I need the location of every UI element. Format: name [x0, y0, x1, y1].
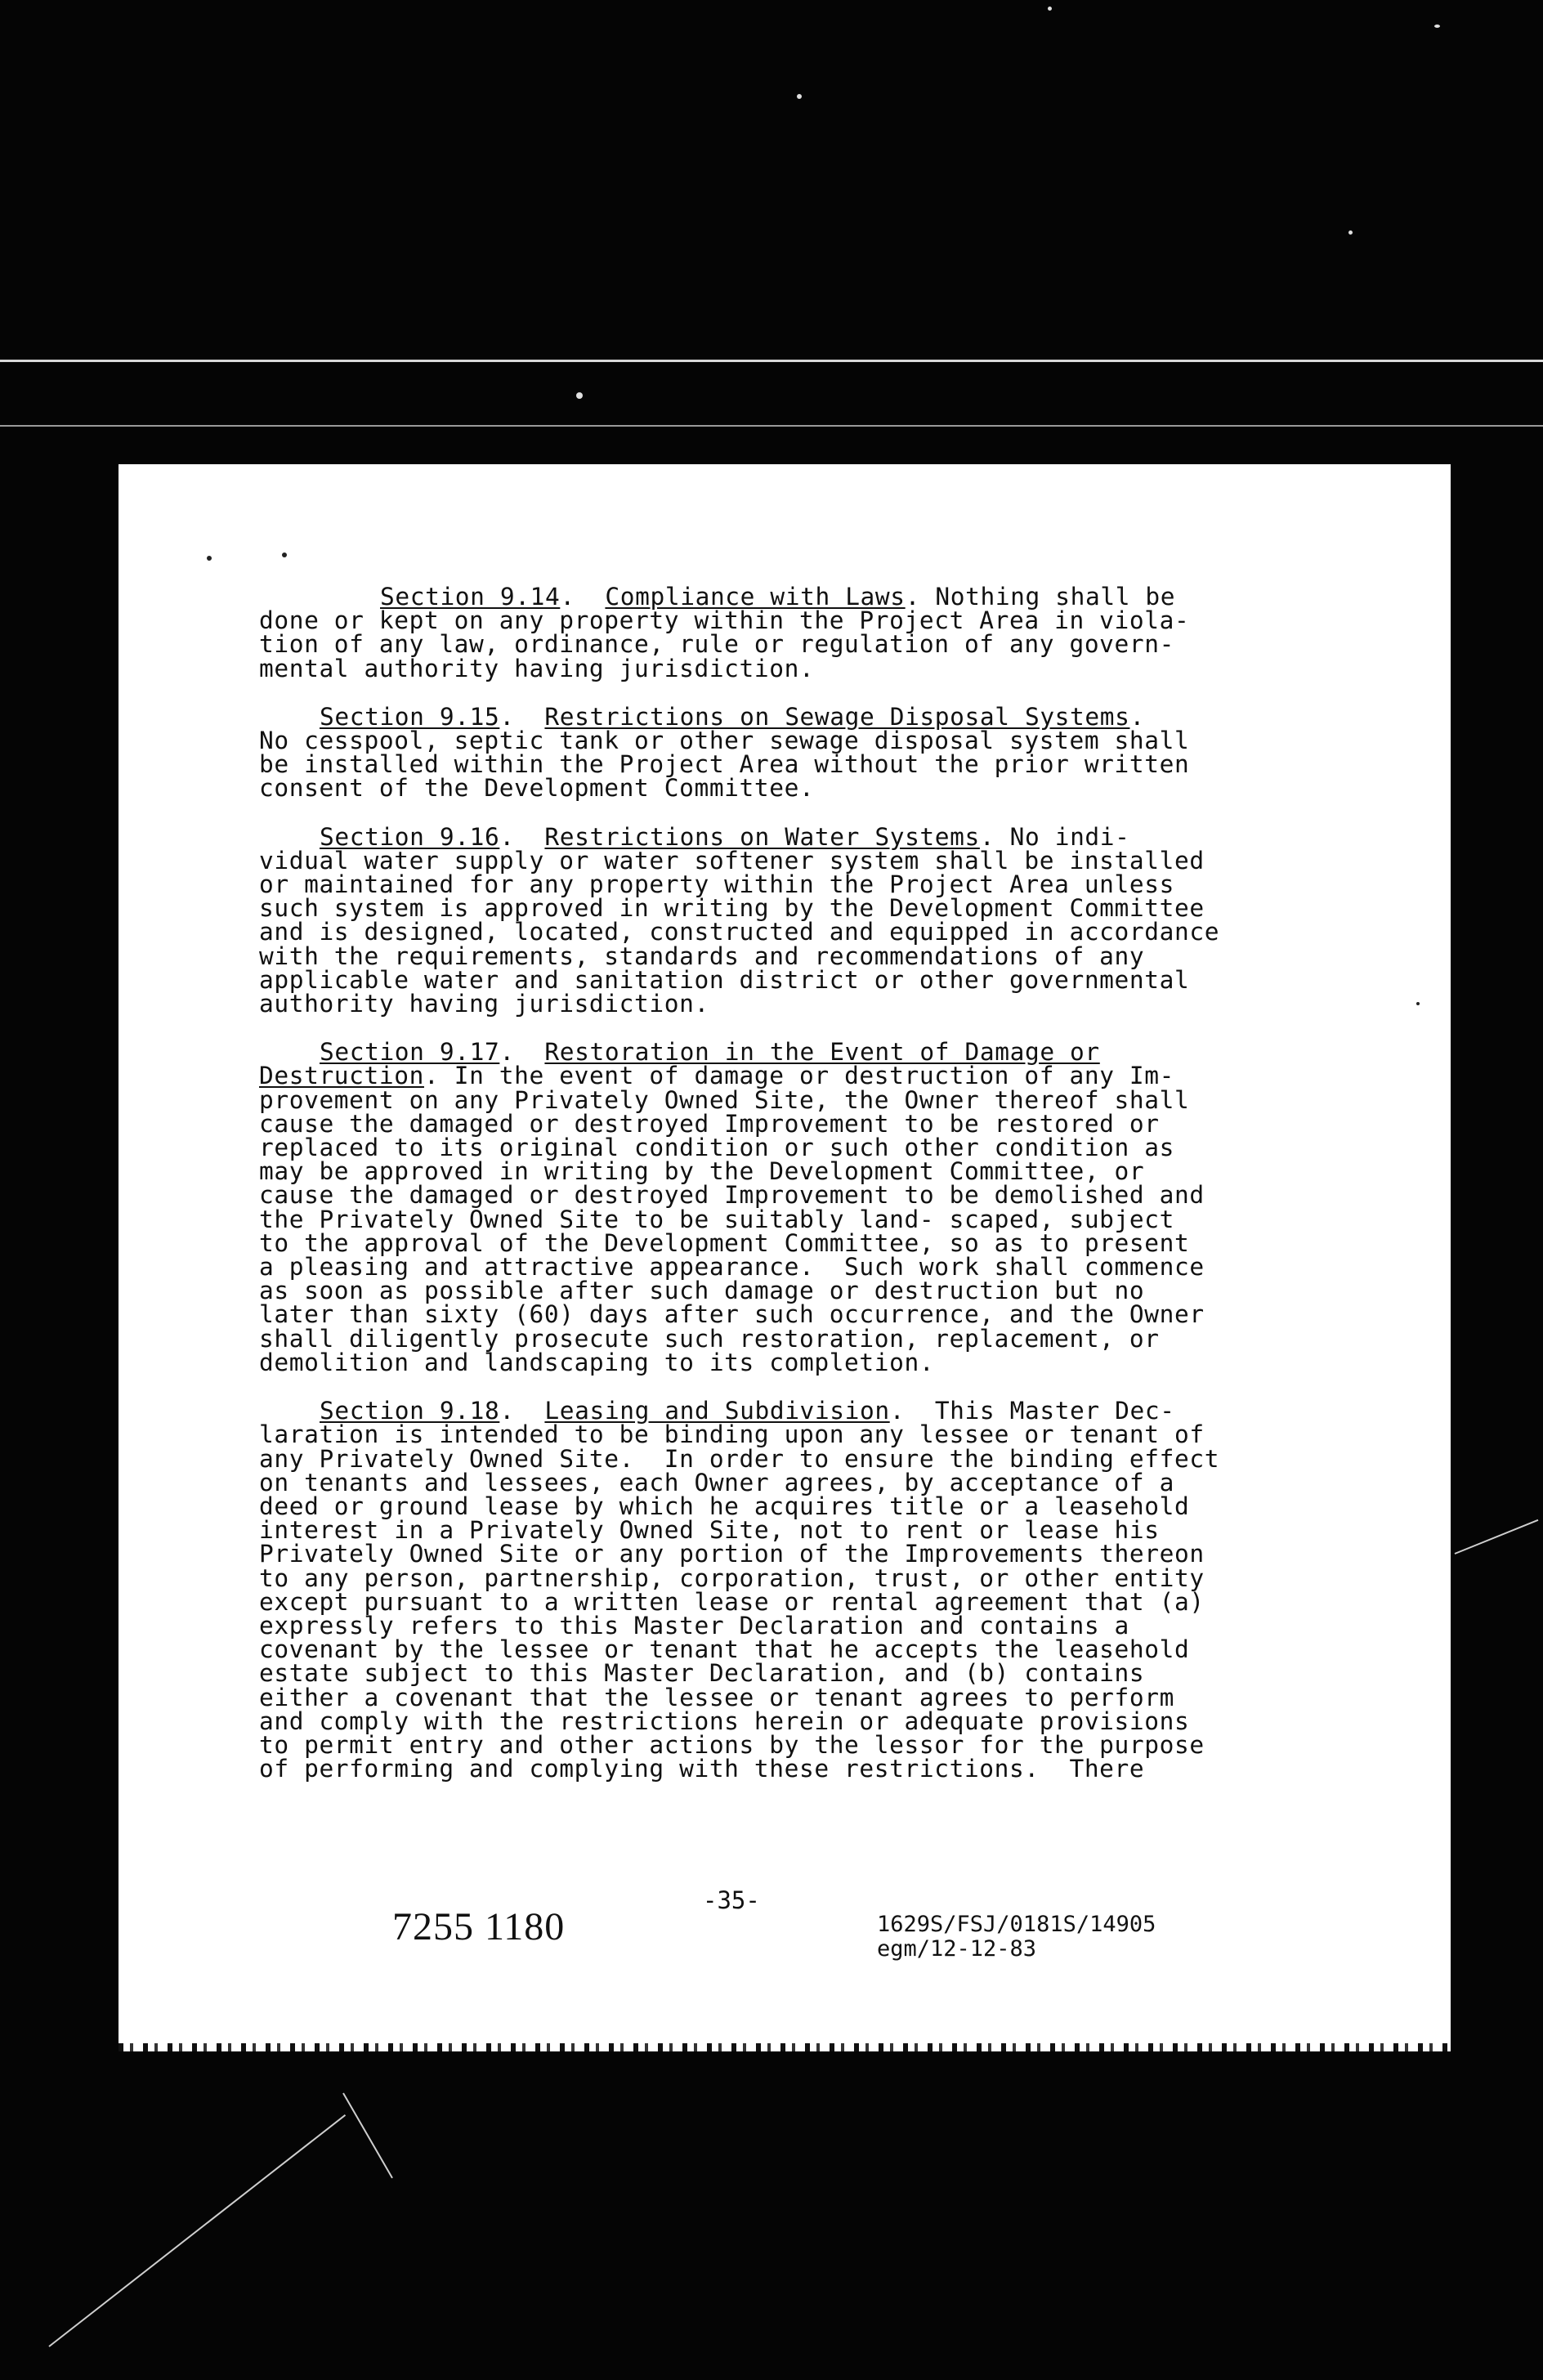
scan-speck	[797, 94, 802, 99]
scan-speck	[1348, 230, 1353, 235]
document-page	[119, 464, 1451, 2051]
page-mark	[1416, 1002, 1420, 1005]
section-heading: Section 9.16	[320, 822, 500, 851]
section-9-16: Section 9.16. Restrictions on Water Systems. No indi- vidual water supply or water softener system shall be installed or maintained for any property within the Project Area unless such system is approved in writing by the Development Committee and is designed, located, constructed and equipped in accordance with the requirements, standards and recommendations of any applicable water and sanitation district or other governmental authority having jurisdiction.	[259, 822, 1220, 1018]
section-heading: Section 9.18	[320, 1397, 500, 1425]
scan-speck	[1048, 7, 1052, 11]
document-body	[259, 585, 1403, 1805]
section-text: In the event of damage or destruction of any Im- provement on any Privately Owned Site, the Owner thereof shall cause the damaged or destroyed Improvement to be restored or replaced to its original condition or such other condition as may be approved in writing by the Development Committee, or cause the damaged or destroyed Improvement to be demolished and the Privately Owned Site to be suitably land- scaped, subject to the approval of the Development Committee, so as to present a pleasing and attractive appearance. Such work shall commence as soon as possible after such damage or destruction but no later than sixty (60) days after such occurrence, and the Owner shall diligently prosecute such restoration, replacement, or demolition and landscaping to its completion.	[259, 1062, 1205, 1376]
scan-scratch	[1455, 1519, 1539, 1555]
page-number: -35-	[703, 1886, 760, 1914]
section-9-15: Section 9.15. Restrictions on Sewage Disposal Systems. No cesspool, septic tank or other sewage disposal system shall be installed within the Project Area without the prior written consent of the Development Committee.	[259, 702, 1190, 803]
section-heading: Section 9.15	[320, 702, 500, 731]
section-9-14: Section 9.14. Compliance with Laws. Nothing shall be done or kept on any property within the Project Area in viola- tion of any law, ordinance, rule or regulation of any govern- mental authority having jurisdiction.	[259, 583, 1190, 682]
section-text: Nothing shall be done or kept on any property within the Project Area in viola- tion of any law, ordinance, rule or regulation of any govern- mental authority having jurisdiction.	[259, 583, 1190, 682]
scan-scratch	[48, 2114, 346, 2347]
section-heading: Section 9.17	[320, 1038, 500, 1067]
book-page-number: 7255 1180	[392, 1905, 566, 1948]
section-heading: Section 9.14	[380, 583, 561, 611]
scan-artifact-line	[0, 425, 1543, 427]
section-9-17: Section 9.17. Restoration in the Event of Damage or Destruction. In the event of damage or destruction of any Im- provement on any Privately Owned Site, the Owner thereof shall cause the damaged or destroyed Improvement to be restored or replaced to its original condition or such other condition as may be approved in writing by the Development Committee, or cause the damaged or destroyed Improvement to be demolished and the Privately Owned Site to be suitably land- scaped, subject to the approval of the Development Committee, so as to present a pleasing and attractive appearance. Such work shall commence as soon as possible after such damage or destruction but no later than sixty (60) days after such occurrence, and the Owner shall diligently prosecute such restoration, replacement, or demolition and landscaping to its completion.	[259, 1038, 1205, 1376]
section-title: Restoration in the Event of Damage or Destruction	[259, 1038, 1100, 1090]
page-mark	[207, 556, 212, 561]
scan-speck	[1434, 25, 1440, 28]
section-text: No indi- vidual water supply or water softener system shall be installed or maintained for any property within the Project Area unless such system is approved in writing by the Development Committee and is designed, located, constructed and equipped in accordance with the requirements, standards and recommendations of any applicable water and sanitation district or other governmental authority having jurisdiction.	[259, 822, 1220, 1018]
page-bottom-edge	[119, 2043, 1451, 2051]
document-code: 1629S/FSJ/0181S/14905 egm/12-12-83	[877, 1912, 1156, 1962]
page-mark	[282, 552, 287, 557]
section-9-18: Section 9.18. Leasing and Subdivision. This Master Dec- laration is intended to be binding upon any lessee or tenant of any Privately Owned Site. In order to ensure the binding effect on tenants and lessees, each Owner agrees, by acceptance of a deed or ground lease by which he acquires title or a leasehold interest in a Privately Owned Site, not to rent or lease his Privately Owned Site or any portion of the Improvements thereon to any person, partnership, corporation, trust, or other entity except pursuant to a written lease or rental agreement that (a) expressly refers to this Master Declaration and contains a covenant by the lessee or tenant that he accepts the leasehold estate subject to this Master Declaration, and (b) contains either a covenant that the lessee or tenant agrees to perform and comply with the restrictions herein or adequate provisions to permit entry and other actions by the lessor for the purpose of performing and complying with these restrictions. There	[259, 1397, 1220, 1783]
scan-speck	[576, 392, 583, 399]
section-title: Restrictions on Sewage Disposal Systems	[544, 702, 1130, 731]
section-text: This Master Dec- laration is intended to be binding upon any lessee or tenant of any Privately Owned Site. In order to ensure the binding effect on tenants and lessees, each Owner agrees, by acceptance of a deed or ground lease by which he acquires title or a leasehold interest in a Privately Owned Site, not to rent or lease his Privately Owned Site or any portion of the Improvements thereon to any person, partnership, corporation, trust, or other entity except pursuant to a written lease or rental agreement that (a) expressly refers to this Master Declaration and contains a covenant by the lessee or tenant that he accepts the leasehold estate subject to this Master Declaration, and (b) contains either a covenant that the lessee or tenant agrees to perform and comply with the restrictions herein or adequate provisions to permit entry and other actions by the lessor for the purpose of performing and complying with these restrictions. There	[259, 1397, 1220, 1783]
section-title: Compliance with Laws	[605, 583, 906, 611]
scan-scratch	[342, 2093, 393, 2179]
section-title: Restrictions on Water Systems	[544, 822, 980, 851]
scan-artifact-line	[0, 360, 1543, 362]
section-title: Leasing and Subdivision	[544, 1397, 890, 1425]
section-text: No cesspool, septic tank or other sewage disposal system shall be installed within the Project Area without the prior written consent of the Development Committee.	[259, 727, 1190, 803]
